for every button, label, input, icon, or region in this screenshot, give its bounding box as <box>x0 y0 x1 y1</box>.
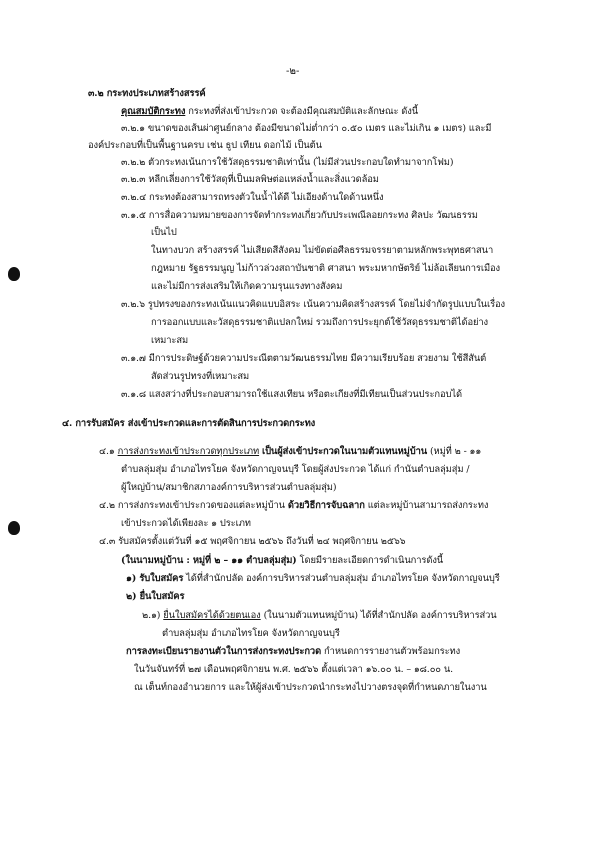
qualification-text: กระทงที่ส่งเข้าประกวด จะต้องมีคุณสมบัติและลักษณะ ดังนี้ <box>188 106 419 117</box>
item-3-1-5-line1: ๓.๑.๕ การสื่อความหมายของการจัดทำกระทงเกี่ยวกับประเพณีลอยกระทง ศิลปะ วัฒนธรรม <box>121 210 478 221</box>
item-3-1-5-line5: และไม่มีการส่งเสริมให้เกิดความรุนแรงทางสังคม <box>151 281 343 292</box>
item-4-3-line1: ๔.๓ รับสมัครตั้งแต่วันที่ ๑๕ พฤศจิกายน ๒๕๖๖ ถึงวันที่ ๒๔ พฤศจิกายน ๒๕๖๖ <box>99 536 406 547</box>
item-4-3-bold: (ในนามหมู่บ้าน : หมู่ที่ ๒ – ๑๑ ตำบลลุ่มสุ่ม) <box>121 555 297 566</box>
item-4-1-bold: เป็นผู้ส่งเข้าประกวดในนามตัวแทนหมู่บ้าน <box>261 446 428 457</box>
item-3-2-2: ๓.๒.๒ ตัวกระทงเน้นการใช้วัสดุธรรมชาติเท่านั้น (ไม่มีส่วนประกอบใดทำมาจากโฟม) <box>121 157 454 168</box>
item-4-2-bold: ด้วยวิธีการจับฉลาก <box>287 500 365 511</box>
step-2-label: ๒) ยื่นใบสมัคร <box>126 591 185 602</box>
item-4-1-line3: ผู้ใหญ่บ้าน/สมาชิกสภาองค์การบริหารส่วนตำบลลุ่มสุ่ม) <box>121 482 337 493</box>
item-4-1-number: ๔.๑ <box>99 446 115 457</box>
punch-hole-bottom <box>8 521 20 535</box>
step-2-1-line1 <box>142 610 497 622</box>
item-3-2-6-line2: การออกแบบและวัสดุธรรมชาติแปลกใหม่ รวมถึงการประยุกต์ใช้วัสดุธรรมชาติได้อย่าง <box>151 317 489 328</box>
item-3-2-4: ๓.๒.๔ กระทงต้องสามารถทรงตัวในน้ำได้ดี ไม่เอียงด้านใดด้านหนึ่ง <box>121 192 384 203</box>
qualification-label: คุณสมบัติกระทง <box>121 106 186 117</box>
item-4-1-line1 <box>99 446 481 458</box>
section-4-heading: ๔. การรับสมัคร ส่งเข้าประกวดและการตัดสินการประกวดกระทง <box>62 418 316 429</box>
section-3-2-heading: ๓.๒ กระทงประเภทสร้างสรรค์ <box>88 88 206 99</box>
item-4-3-line2 <box>121 555 443 567</box>
item-3-1-5-line3: ในทางบวก สร้างสรรค์ ไม่เสียดสีสังคม ไม่ขัดต่อศีลธรรมจรรยาตามหลักพระพุทธศาสนา <box>151 245 494 256</box>
step-1-label: ๑) รับใบสมัคร <box>126 573 184 584</box>
item-3-1-5-line4: กฎหมาย รัฐธรรมนูญ ไม่ก้าวล่วงสถาบันชาติ ศาสนา พระมหากษัตริย์ ไม่ล้อเลียนการเมือง <box>151 263 501 274</box>
qualification-line <box>121 106 418 118</box>
item-3-2-1-line2: องค์ประกอบที่เป็นพื้นฐานครบ เช่น ธูป เทียน ดอกไม้ เป็นต้น <box>88 140 322 151</box>
item-4-1-tail: (หมู่ที่ ๒ - ๑๑ <box>429 446 482 457</box>
step-2-1-underlined: ยื่นใบสมัครได้ด้วยตนเอง <box>163 610 261 621</box>
punch-hole-top <box>8 267 20 281</box>
item-4-2-lead: ๔.๒ การส่งกระทงเข้าประกวดของแต่ละหมู่บ้าน <box>99 500 285 511</box>
item-4-2-line2: เข้าประกวดได้เพียงละ ๑ ประเภท <box>121 518 251 529</box>
item-3-1-5-line2: เป็นไป <box>151 227 177 238</box>
item-3-1-7-line2: สัดส่วนรูปทรงที่เหมาะสม <box>151 371 250 382</box>
registration-bold: การลงทะเบียนรายงานตัวในการส่งกระทงประกวด <box>126 646 322 657</box>
registration-line3: ณ เต็นท์กองอำนวยการ และให้ผู้ส่งเข้าประกวดนำกระทงไปวางตรงจุดที่กำหนดภายในงาน <box>134 682 487 693</box>
registration-line1 <box>126 646 460 658</box>
item-3-1-8: ๓.๑.๘ แสงสว่างที่ประกอบสามารถใช้แสงเทียน หรือตะเกียงที่มีเทียนเป็นส่วนประกอบได้ <box>121 389 462 400</box>
step-2-1-line2: ตำบลลุ่มสุ่ม อำเภอไทรโยค จังหวัดกาญจนบุรี <box>162 628 340 639</box>
item-4-2-tail: แต่ละหมู่บ้านสามารถส่งกระทง <box>367 500 489 511</box>
step-1-line <box>126 573 500 585</box>
registration-text: กำหนดการรายงานตัวพร้อมกระทง <box>323 646 461 657</box>
step-2-1-number: ๒.๑) <box>142 610 161 621</box>
item-3-1-7-line1: ๓.๑.๗ มีการประดิษฐ์ด้วยความประณีตตามวัฒนธรรมไทย มีความเรียบร้อย สวยงาม ใช้สีสันต์ <box>121 353 487 364</box>
page-number: -๒- <box>286 66 300 77</box>
item-3-2-6-line1: ๓.๒.๖ รูปทรงของกระทงเน้นแนวคิดแบบอิสระ เน้นความคิดสร้างสรรค์ โดยไม่จำกัดรูปแบบในเรื่อง <box>121 299 506 310</box>
item-4-3-tail: โดยมีรายละเอียดการดำเนินการดังนี้ <box>299 555 444 566</box>
item-4-2-line1 <box>99 500 488 512</box>
registration-line2: ในวันจันทร์ที่ ๒๗ เดือนพฤศจิกายน พ.ศ. ๒๕๖๖ ตั้งแต่เวลา ๑๖.๐๐ น. – ๑๘.๐๐ น. <box>134 664 454 675</box>
step-1-text: ได้ที่สำนักปลัด องค์การบริหารส่วนตำบลลุ่มสุ่ม อำเภอไทรโยค จังหวัดกาญจนบุรี <box>186 573 500 584</box>
step-2-1-text: (ในนามตัวแทนหมู่บ้าน) ได้ที่สำนักปลัด องค์การบริหารส่วน <box>263 610 497 621</box>
item-3-2-6-line3: เหมาะสม <box>151 335 189 346</box>
item-3-2-3: ๓.๒.๓ หลีกเลี่ยงการใช้วัสดุที่เป็นมลพิษต่อแหล่งน้ำและสิ่งแวดล้อม <box>121 174 379 185</box>
item-4-1-underlined: การส่งกระทงเข้าประกวดทุกประเภท <box>117 446 260 457</box>
item-3-2-1-line1: ๓.๒.๑ ขนาดของเส้นผ่าศูนย์กลาง ต้องมีขนาดไม่ต่ำกว่า ๐.๕๐ เมตร และไม่เกิน ๑ เมตร) และมี <box>121 123 492 134</box>
item-4-1-line2: ตำบลลุ่มสุ่ม อำเภอไทรโยค จังหวัดกาญจนบุรี โดยผู้ส่งประกวด ได้แก่ กำนันตำบลลุ่มสุ่ม / <box>121 464 470 475</box>
